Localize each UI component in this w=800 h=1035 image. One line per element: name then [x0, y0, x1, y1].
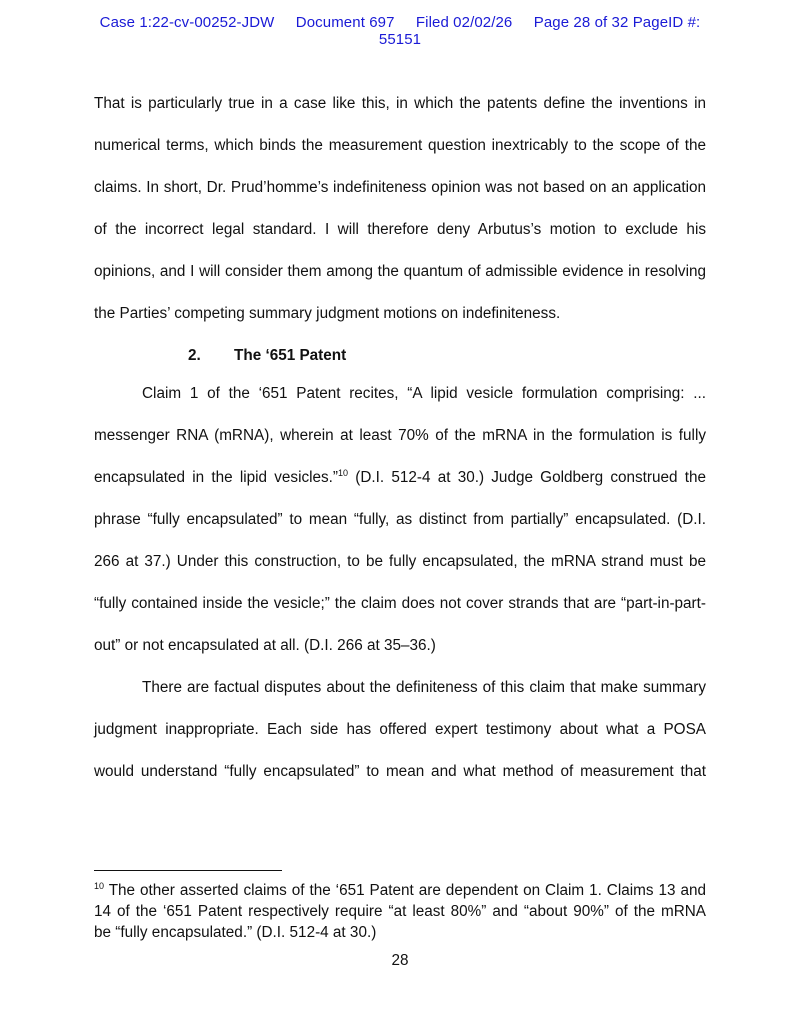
paragraph2-line: 266 at 37.) Under this construction, to be fully encapsulated, the mRNA strand must be — [94, 553, 706, 570]
paragraph2-line: messenger RNA (mRNA), wherein at least 70% of the mRNA in the formulation is fully — [94, 427, 706, 444]
paragraph2-line — [94, 468, 706, 488]
paragraph1-line: That is particularly true in a case like this, in which the patents define the inventions in — [94, 95, 706, 112]
paragraph3-line: judgment inappropriate. Each side has offered expert testimony about what a POSA — [94, 721, 706, 738]
footnote-marker: 10 — [94, 881, 105, 891]
paragraph3-line: would understand “fully encapsulated” to mean and what method of measurement that — [94, 763, 706, 780]
footnote-reference: 10 — [338, 468, 349, 478]
paragraph1-line: opinions, and I will consider them among the quantum of admissible evidence in resolving — [94, 263, 706, 280]
page-number: 28 — [391, 952, 409, 969]
paragraph3-line: There are factual disputes about the definiteness of this claim that make summary — [142, 679, 706, 696]
paragraph1-line: of the incorrect legal standard. I will therefore deny Arbutus’s motion to exclude his — [94, 221, 706, 238]
header-pageid: 55151 — [378, 31, 422, 48]
paragraph2-text: (D.I. 512-4 at 30.) Judge Goldberg construed the — [348, 469, 706, 486]
footnote-line: be “fully encapsulated.” (D.I. 512-4 at 30.) — [94, 924, 377, 941]
paragraph2-line: out” or not encapsulated at all. (D.I. 266 at 35–36.) — [94, 637, 436, 654]
paragraph1-line: claims. In short, Dr. Prud’homme’s indefiniteness opinion was not based on an application — [94, 179, 706, 196]
section-number: 2. — [188, 347, 201, 364]
header-filed-date: Filed 02/02/26 — [415, 14, 513, 31]
footnote-text: The other asserted claims of the ‘651 Patent are dependent on Claim 1. Claims 13 and — [104, 882, 706, 899]
paragraph2-line: Claim 1 of the ‘651 Patent recites, “A lipid vesicle formulation comprising: ... — [142, 385, 706, 402]
footnote-line — [94, 880, 706, 901]
header-line-1 — [0, 14, 800, 31]
header-case-number: Case 1:22-cv-00252-JDW — [99, 14, 275, 31]
paragraph2-line: “fully contained inside the vesicle;” the claim does not cover strands that are “part-in-part- — [94, 595, 706, 612]
section-heading — [188, 346, 346, 366]
paragraph1-line: the Parties’ competing summary judgment motions on indefiniteness. — [94, 305, 561, 322]
header-page-info: Page 28 of 32 PageID #: — [533, 14, 701, 31]
paragraph2-text: encapsulated in the lipid vesicles.” — [94, 469, 339, 486]
paragraph2-line: phrase “fully encapsulated” to mean “fully, as distinct from partially” encapsulated. (D.I. — [94, 511, 706, 528]
section-title: The ‘651 Patent — [234, 347, 347, 364]
footnote-separator — [94, 870, 282, 871]
footnote-line: 14 of the ‘651 Patent respectively require “at least 80%” and “about 90%” of the mRNA — [94, 903, 706, 920]
paragraph1-line: numerical terms, which binds the measurement question inextricably to the scope of the — [94, 137, 706, 154]
header-document-number: Document 697 — [295, 14, 395, 31]
court-filing-header — [0, 14, 800, 48]
